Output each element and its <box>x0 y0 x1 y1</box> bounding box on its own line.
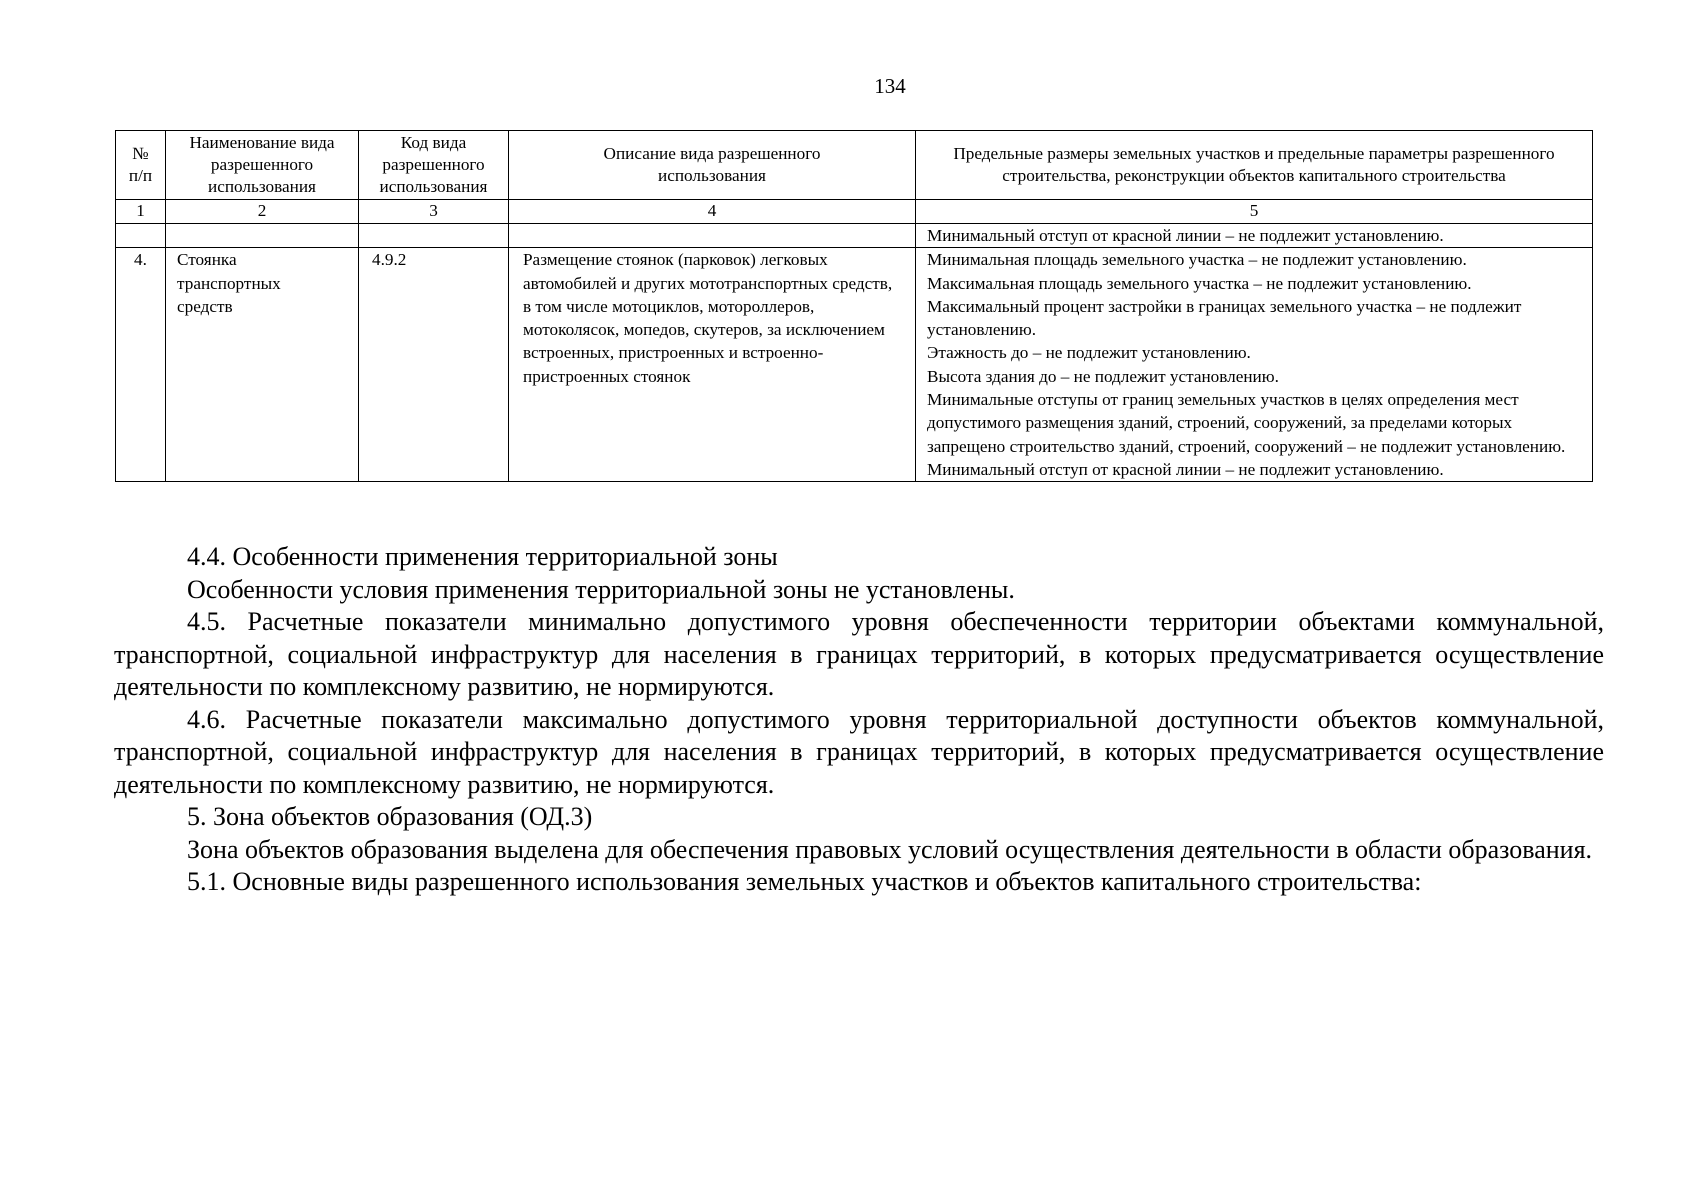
param-max-coverage: Максимальный процент застройки в границах земельного участка – не подлежит установлению. <box>927 296 1522 340</box>
page-number: 134 <box>874 74 906 98</box>
column-numbers-row <box>116 200 1593 224</box>
param-min-area: Минимальная площадь земельного участка – не подлежит установлению. <box>927 250 1467 270</box>
header-number: № п/п <box>116 131 166 200</box>
column-number: 2 <box>166 200 359 224</box>
paragraph: Зона объектов образования выделена для обеспечения правовых условий осуществления деятельности в области образования. <box>187 834 1593 864</box>
column-number: 3 <box>359 200 509 224</box>
row-code: 4.9.2 <box>359 248 509 482</box>
table-header-row <box>116 131 1593 200</box>
header-description: Описание вида разрешенного использования <box>509 131 916 200</box>
param-height: Высота здания до – не подлежит установлению. <box>927 366 1279 386</box>
header-params: Предельные размеры земельных участков и предельные параметры разрешенного строительства, реконструкции объектов капитального строительства <box>916 131 1593 200</box>
body-text <box>114 541 1604 899</box>
column-number: 4 <box>509 200 916 224</box>
section-4-6: 4.6. Расчетные показатели максимально допустимого уровня территориальной доступности объектов коммунальной, транспортной, социальной инфраструктур для населения в границах территорий, в которых предусматривается осуществление деятельности по комплексному развитию, не нормируются. <box>114 704 1604 799</box>
continuation-param: Минимальный отступ от красной линии – не подлежит установлению. <box>916 224 1593 248</box>
row-number: 4. <box>116 248 166 482</box>
row-params <box>916 248 1593 482</box>
header-code: Код вида разрешенного использования <box>359 131 509 200</box>
param-floors: Этажность до – не подлежит установлению. <box>927 343 1251 363</box>
param-red-line-setback: Минимальный отступ от красной линии – не подлежит установлению. <box>927 459 1444 479</box>
row-description: Размещение стоянок (парковок) легковых автомобилей и других мототранспортных средств, в том числе мотоциклов, мотороллеров, мотоколясок, мопедов, скутеров, за исключением встроенных, пристроенных и встроенно-пристроенных стоянок <box>509 248 916 482</box>
column-number: 1 <box>116 200 166 224</box>
param-max-area: Максимальная площадь земельного участка – не подлежит установлению. <box>927 273 1472 293</box>
section-heading-5: 5. Зона объектов образования (ОД.3) <box>187 802 593 831</box>
section-4-5: 4.5. Расчетные показатели минимально допустимого уровня обеспеченности территории объектами коммунальной, транспортной, социальной инфраструктур для населения в границах территорий, в которых предусматривается осуществление деятельности по комплексному развитию, не нормируются. <box>114 607 1604 701</box>
table-row <box>116 248 1593 482</box>
land-use-table <box>115 130 1593 482</box>
section-heading-4-4: 4.4. Особенности применения территориальной зоны <box>187 542 778 571</box>
param-min-setbacks: Минимальные отступы от границ земельных участков в целях определения мест допустимого размещения зданий, строений, сооружений, за пределами которых запрещено строительство зданий, строений, сооружений – не подлежит установлению. <box>927 390 1566 456</box>
continuation-row <box>116 224 1593 248</box>
row-name: Стоянка транспортных средств <box>166 248 359 482</box>
paragraph: Особенности условия применения территориальной зоны не установлены. <box>187 574 1015 604</box>
section-heading-5-1: 5.1. Основные виды разрешенного использования земельных участков и объектов капитального строительства: <box>187 867 1422 896</box>
header-name: Наименование вида разрешенного использования <box>166 131 359 200</box>
column-number: 5 <box>916 200 1593 224</box>
